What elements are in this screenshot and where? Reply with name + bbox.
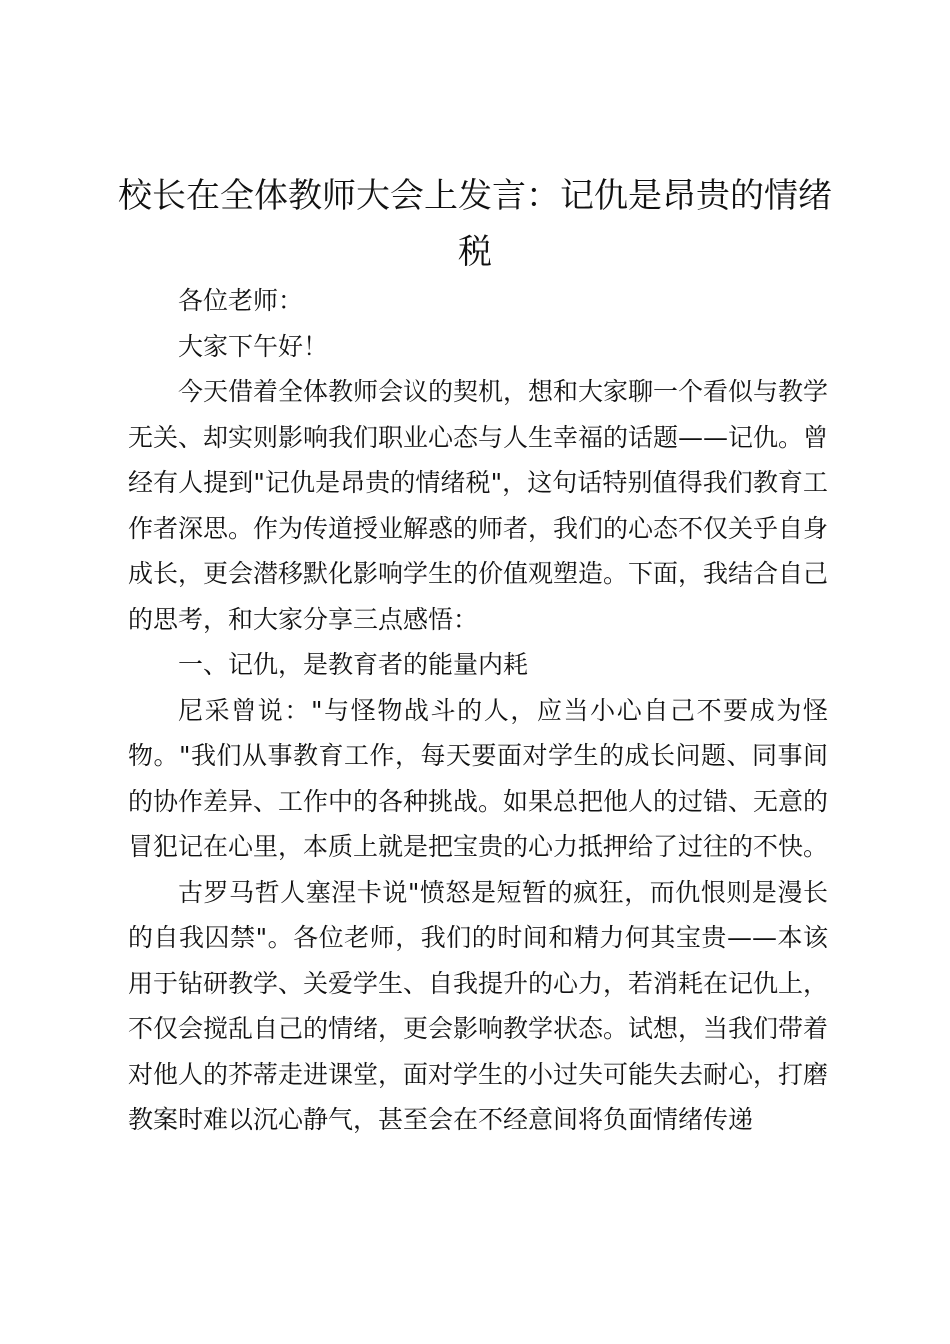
document-title: 校长在全体教师大会上发言：记仇是昂贵的情绪税 <box>118 176 832 272</box>
body-paragraph: 尼采曾说："与怪物战斗的人，应当小心自己不要成为怪物。"我们从事教育工作，每天要面对学生的成长问题、同事间的协作差异、工作中的各种挑战。如果总把他人的过错、无意的冒犯记在心里，本质上就是把宝贵的心力抵押给了过往的不快。 <box>128 695 829 861</box>
section-heading: 一、记仇，是教育者的能量内耗 <box>178 650 529 679</box>
greeting-paragraph: 大家下午好！ <box>178 331 329 361</box>
body-paragraph: 古罗马哲人塞涅卡说"愤怒是短暂的疯狂，而仇恨则是漫长的自我囚禁"。各位老师，我们的时间和精力何其宝贵——本该用于钻研教学、关爱学生、自我提升的心力，若消耗在记仇上，不仅会搅乱自己的情绪，更会影响教学状态。试想，当我们带着对他人的芥蒂走进课堂，面对学生的小过失可能失去耐心，打磨教案时难以沉心静气，甚至会在不经意间将负面情绪传递 <box>128 877 829 1134</box>
document-body <box>128 278 828 1143</box>
intro-paragraph: 今天借着全体教师会议的契机，想和大家聊一个看似与教学无关、却实则影响我们职业心态与人生幸福的话题——记仇。曾经有人提到"记仇是昂贵的情绪税"，这句话特别值得我们教育工作者深思。作为传道授业解惑的师者，我们的心态不仅关乎自身成长，更会潜移默化影响学生的价值观塑造。下面，我结合自己的思考，和大家分享三点感悟： <box>128 377 829 634</box>
salutation-paragraph: 各位老师： <box>178 286 304 315</box>
